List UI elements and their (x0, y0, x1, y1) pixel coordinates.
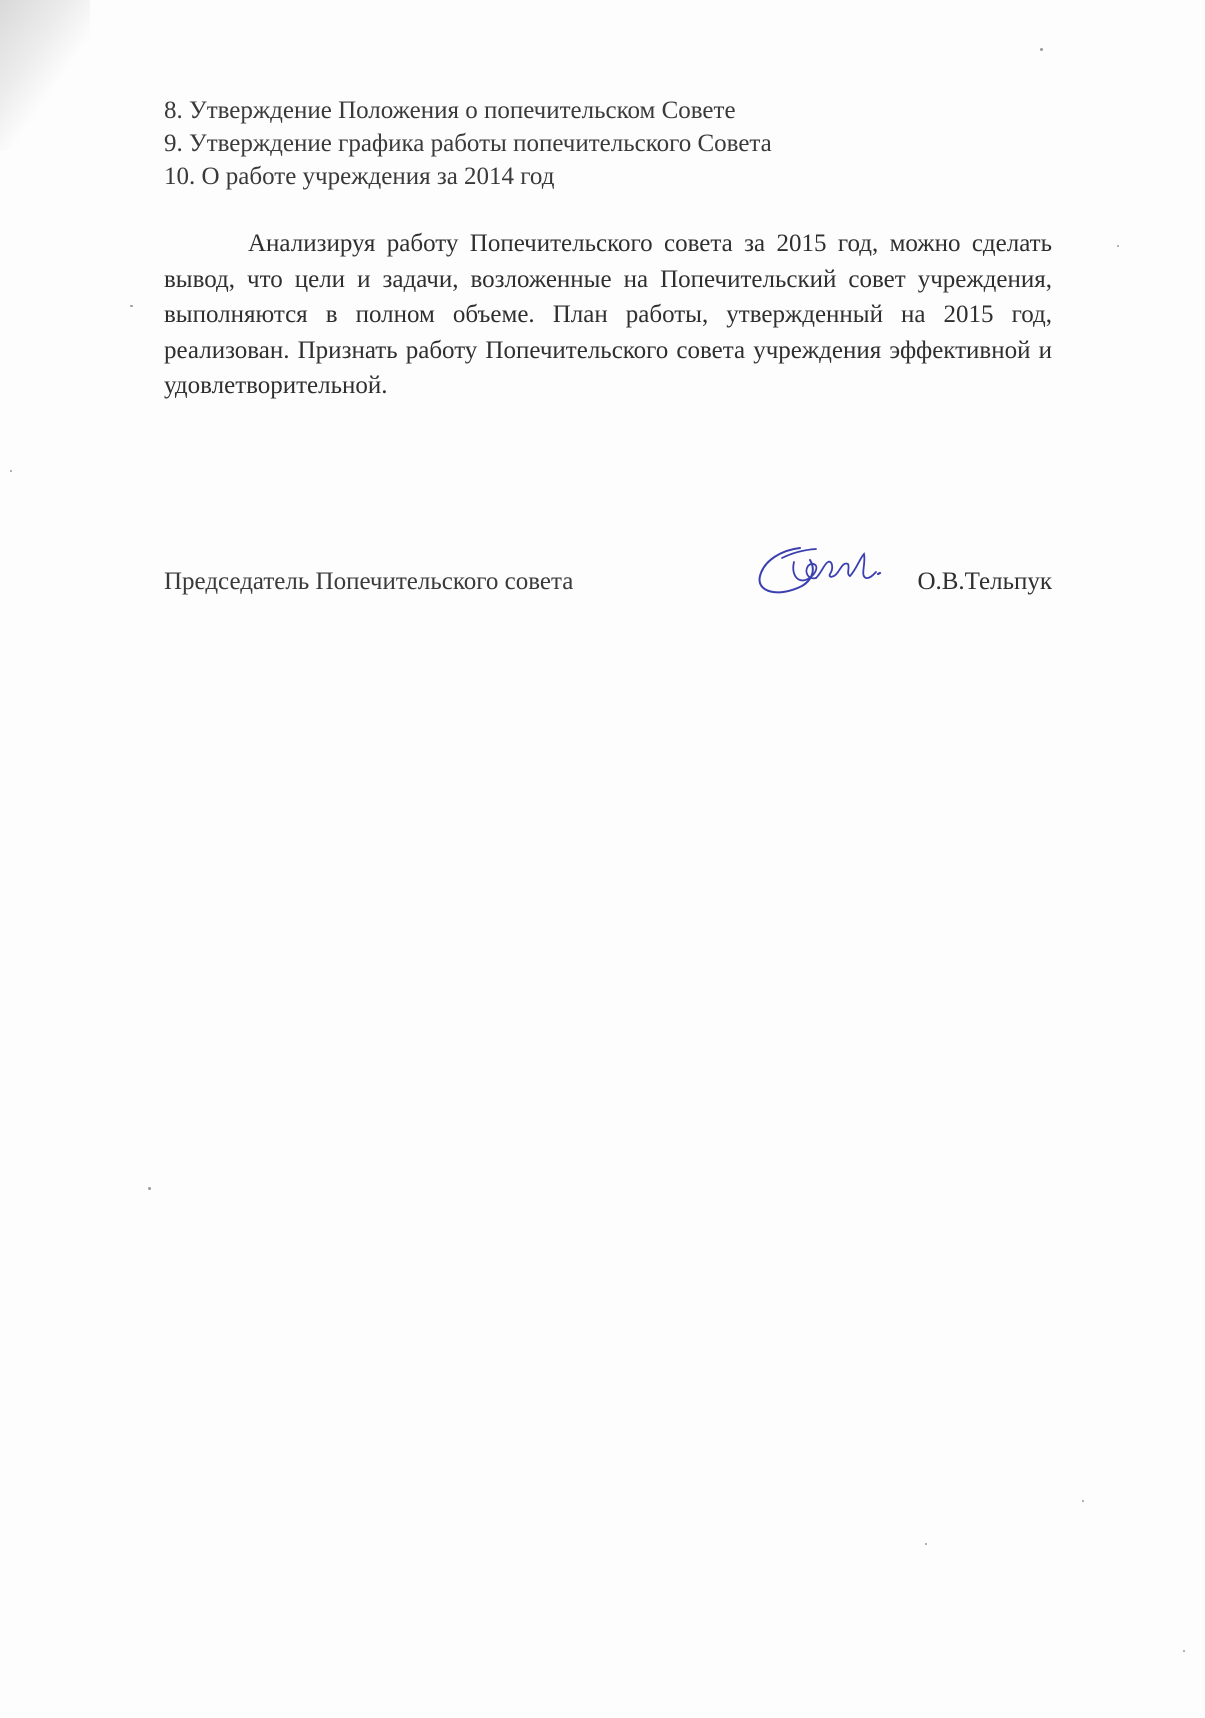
signatory-role: Председатель Попечительского совета (164, 568, 574, 595)
agenda-item-9: 9. Утверждение графика работы попечительского Совета (164, 130, 772, 157)
scan-speck (10, 470, 12, 472)
agenda-list (164, 94, 772, 193)
signature-block (164, 565, 1052, 625)
scan-speck (1117, 245, 1119, 247)
scan-speck (148, 1187, 151, 1190)
handwritten-signature (742, 536, 902, 606)
agenda-item-8: 8. Утверждение Положения о попечительском Совете (164, 97, 736, 124)
scan-speck (130, 305, 133, 307)
agenda-item-10: 10. О работе учреждения за 2014 год (164, 163, 555, 190)
scan-speck (1082, 1500, 1084, 1502)
scan-speck (1040, 48, 1043, 51)
scan-speck (925, 1543, 927, 1545)
signatory-name: О.В.Тельпук (917, 568, 1052, 595)
scan-corner-shadow (0, 0, 90, 150)
scan-speck (1183, 1650, 1185, 1652)
conclusion-paragraph: Анализируя работу Попечительского совета за 2015 год, можно сделать вывод, что цели и задачи, возложенные на Попечительский совет учреждения, выполняются в полном объеме. План работы, утвержденный на 2015 год, реализован. Признать работу Попечительского совета учреждения эффективной и удовлетворительной. (164, 230, 1052, 399)
